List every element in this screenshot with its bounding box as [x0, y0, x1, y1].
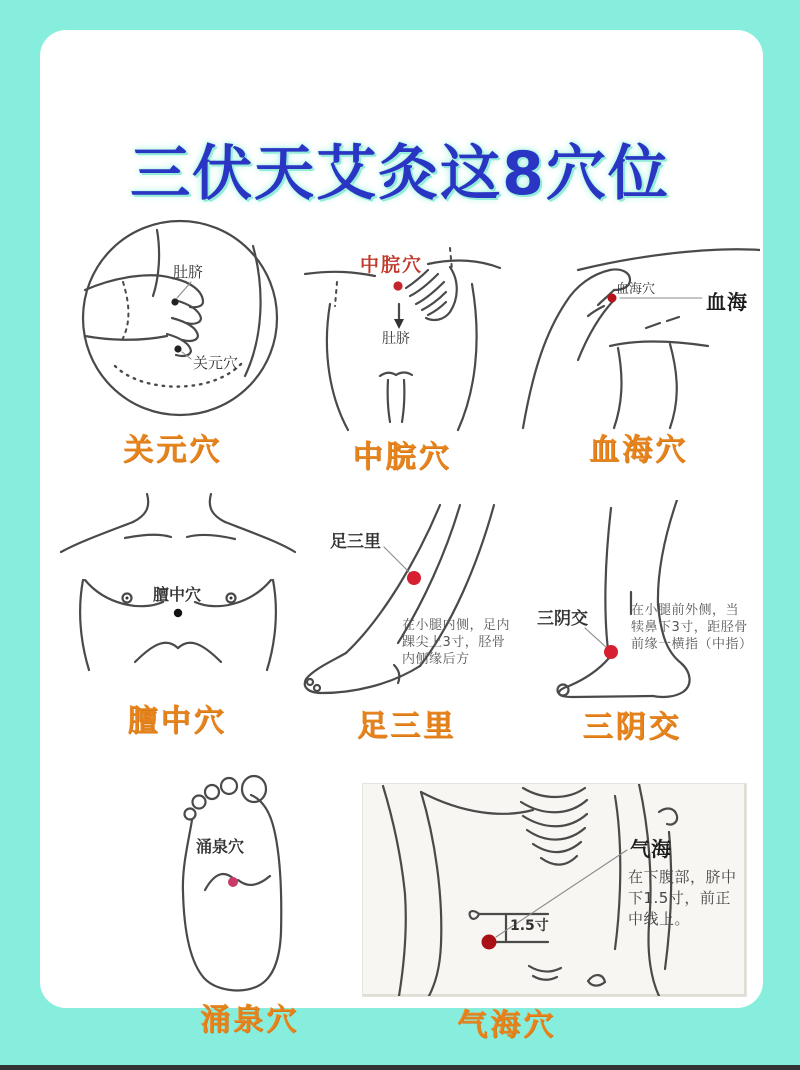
- qihai-bold-label: 气海: [630, 837, 672, 861]
- caption-guanyuan: 关元穴: [123, 433, 223, 468]
- guanyuan-point-label: 关元穴: [193, 354, 239, 372]
- thigh-line: [578, 249, 760, 270]
- acupoint-figure-qihai: [362, 783, 745, 1043]
- zhongwan-point-label: 中脘穴: [360, 254, 424, 276]
- right-shoulder-line: [225, 522, 295, 552]
- caption-xuehai: 血海穴: [589, 433, 689, 468]
- acupoint-figure-zhongwan: [300, 212, 505, 475]
- guanyuan-dot: [174, 345, 181, 352]
- zusanli-description: 在小腿内侧，足内踝尖上3寸，胫骨内侧缘后方: [402, 618, 511, 667]
- hand-outline: [523, 269, 630, 428]
- acupoint-figure-yongquan: [150, 772, 350, 1038]
- right-hip-line: [458, 284, 477, 430]
- sanyinjiao-description: 在小腿前外侧，当犊鼻下3寸，距胫骨前缘一横指（中指）: [631, 603, 753, 652]
- yongquan-illustration: [150, 772, 350, 997]
- caption-qihai: 气海穴: [457, 1008, 557, 1043]
- acupoint-figure-danzhong: [55, 492, 300, 739]
- zusanli-dot: [407, 571, 421, 585]
- guanyuan-navel-label: 肚脐: [173, 263, 204, 281]
- left-shoulder-line: [61, 522, 133, 552]
- navel-arc: [529, 966, 561, 972]
- zhongwan-illustration: [300, 212, 505, 432]
- navel-dot: [171, 298, 178, 305]
- foot-top-line: [559, 658, 609, 697]
- acupoint-figure-zusanli: [298, 503, 516, 744]
- qihai-measure-label: 1.5寸: [510, 918, 549, 934]
- bottom-edge-strip: [0, 1065, 800, 1070]
- sanyinjiao-point-label: 三阴交: [537, 609, 588, 629]
- caption-zhongwan: 中脘穴: [353, 440, 452, 475]
- caption-danzhong: 膻中穴: [128, 704, 227, 739]
- torso-left-line: [421, 792, 441, 996]
- caption-sanyinjiao: 三阴交: [583, 710, 682, 745]
- pointer-line: [585, 628, 607, 648]
- poster-title: 三伏天艾灸这8穴位: [130, 139, 670, 210]
- sole-outline: [183, 795, 281, 990]
- xuehai-illustration: [518, 240, 760, 430]
- caption-zusanli: 足三里: [357, 709, 457, 744]
- pointer-line: [384, 547, 410, 573]
- qihai-description: 在下腹部，脐中下1.5寸，前正中线上。: [628, 868, 737, 928]
- torso-right-line: [615, 796, 620, 949]
- danzhong-point-label: 膻中穴: [153, 585, 202, 604]
- zusanli-point-label: 足三里: [330, 532, 381, 552]
- caption-yongquan: 涌泉穴: [200, 1003, 300, 1038]
- calf-line: [658, 500, 677, 605]
- guanyuan-illustration: [57, 218, 289, 423]
- shin-line: [605, 508, 611, 658]
- qihai-dot: [482, 935, 497, 950]
- danzhong-dot: [174, 609, 182, 617]
- sanyinjiao-dot: [604, 645, 618, 659]
- zhongwan-dot: [393, 281, 402, 290]
- acupoint-figure-sanyinjiao: [515, 500, 753, 745]
- left-hip-line: [327, 304, 348, 430]
- acupoint-figure-xuehai: [518, 240, 760, 468]
- acupoint-figure-guanyuan: [57, 218, 289, 468]
- big-toe: [242, 776, 266, 802]
- yongquan-dot: [228, 877, 238, 887]
- rib-arcs: [523, 788, 585, 797]
- yongquan-point-label: 涌泉穴: [196, 837, 245, 856]
- xuehai-small-label: 血海穴: [616, 282, 656, 297]
- zhongwan-navel-label: 肚脐: [382, 331, 410, 347]
- xuehai-bold-label: 血海: [706, 290, 748, 314]
